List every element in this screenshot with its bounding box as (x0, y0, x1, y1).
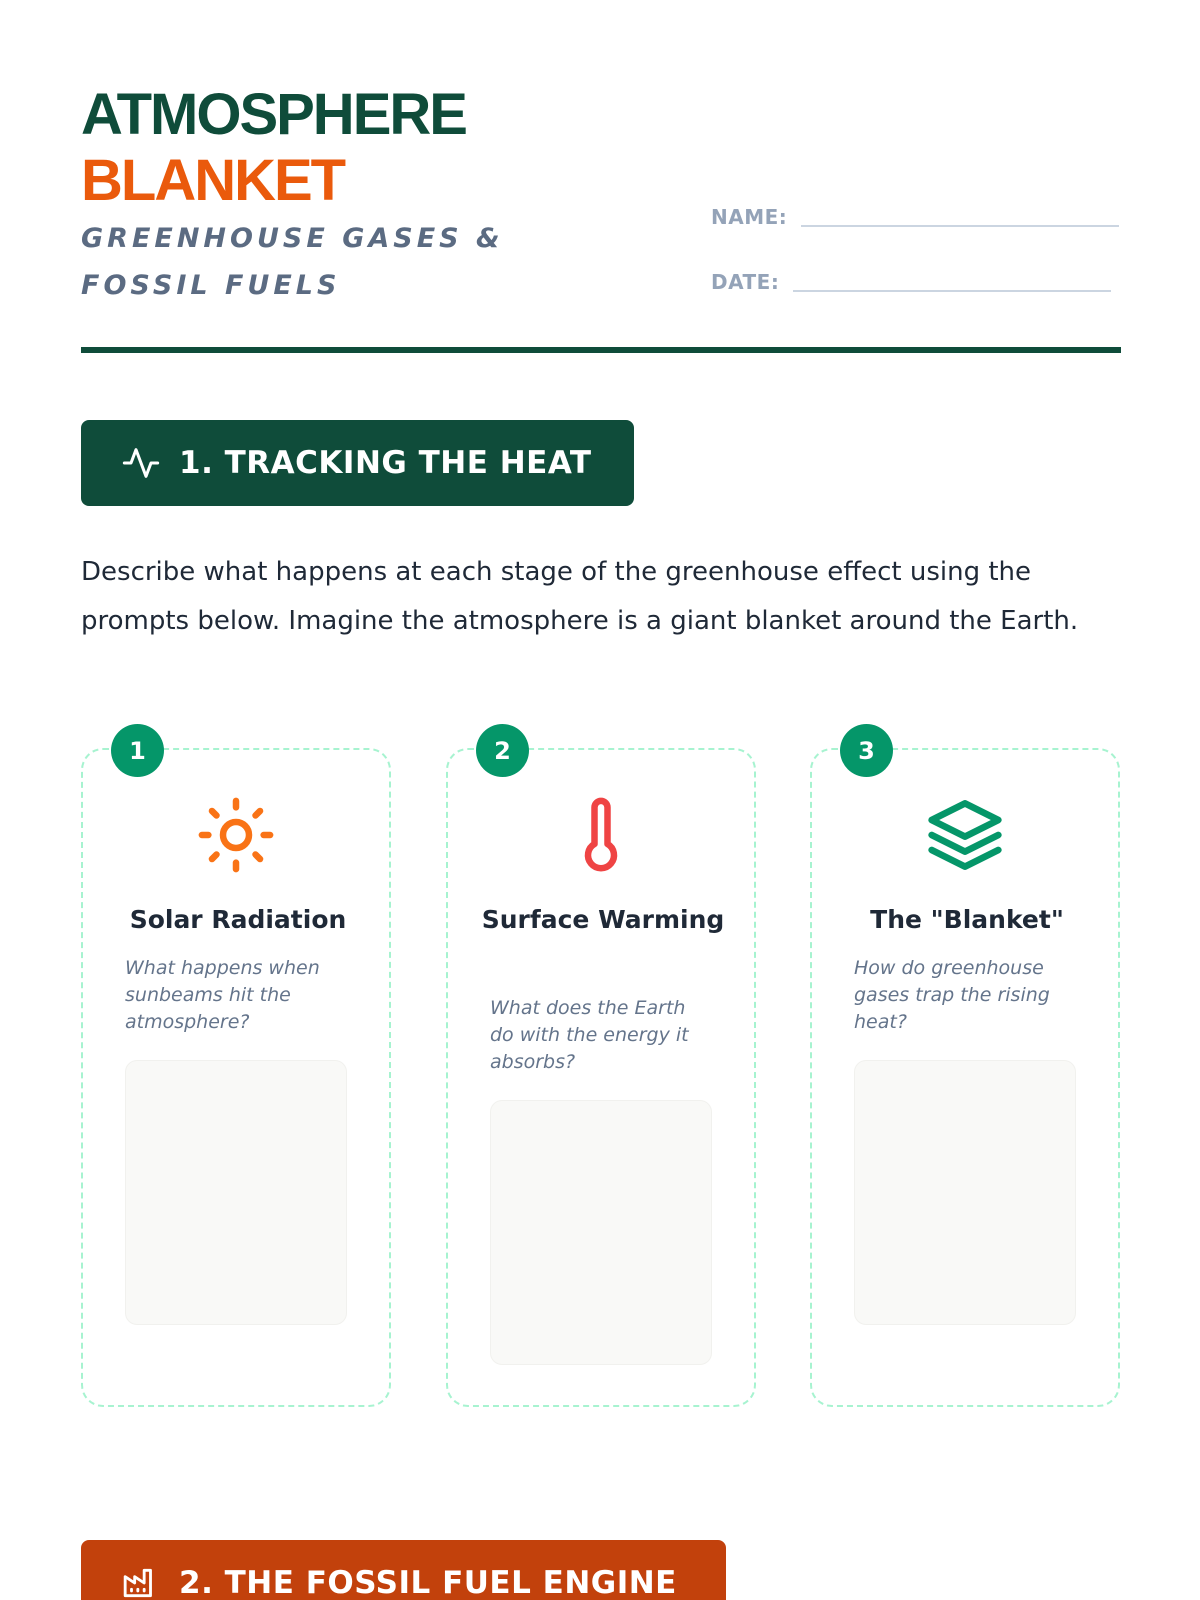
card-prompt: How do greenhouse gases trap the rising heat? (854, 957, 1050, 1033)
date-label: DATE: (711, 270, 780, 294)
section-2-header (81, 1540, 726, 1600)
title-line-1: ATMOSPHERE (81, 82, 466, 147)
factory-icon (121, 1563, 161, 1600)
card-title: Surface Warming (481, 905, 725, 934)
date-input-line[interactable] (793, 290, 1111, 292)
stage-card-surface-warming (446, 736, 756, 1407)
section-1-header (81, 420, 634, 506)
card-title: The "Blanket" (870, 905, 1064, 934)
activity-pulse-icon (121, 443, 161, 483)
answer-box[interactable] (490, 1100, 712, 1365)
section-1-intro: Describe what happens at each stage of the greenhouse effect using the prompts below. Imagine the atmosphere is a giant blanket around the Earth. (81, 557, 1079, 636)
subtitle: GREENHOUSE GASES & FOSSIL FUELS (81, 223, 504, 301)
card-prompt: What does the Earth do with the energy it absorbs? (490, 997, 689, 1073)
sun-icon (196, 795, 276, 875)
header-divider (81, 347, 1121, 353)
step-badge: 2 (476, 724, 529, 777)
stage-card-blanket (810, 736, 1120, 1407)
card-prompt: What happens when sunbeams hit the atmosphere? (125, 957, 320, 1033)
layers-icon (925, 795, 1005, 875)
name-label: NAME: (711, 205, 788, 229)
title-line-2: BLANKET (81, 148, 345, 213)
name-field[interactable] (711, 205, 1119, 229)
name-input-line[interactable] (801, 225, 1119, 227)
card-title: Solar Radiation (129, 905, 347, 934)
section-2-title: 2. THE FOSSIL FUEL ENGINE (179, 1565, 677, 1600)
answer-box[interactable] (125, 1060, 347, 1325)
step-badge: 3 (840, 724, 893, 777)
step-badge: 1 (111, 724, 164, 777)
thermometer-icon (561, 795, 641, 875)
date-field[interactable] (711, 270, 1111, 294)
worksheet-page (81, 0, 1121, 1600)
section-1-title: 1. TRACKING THE HEAT (179, 445, 592, 481)
answer-box[interactable] (854, 1060, 1076, 1325)
stage-card-solar-radiation (81, 736, 391, 1407)
